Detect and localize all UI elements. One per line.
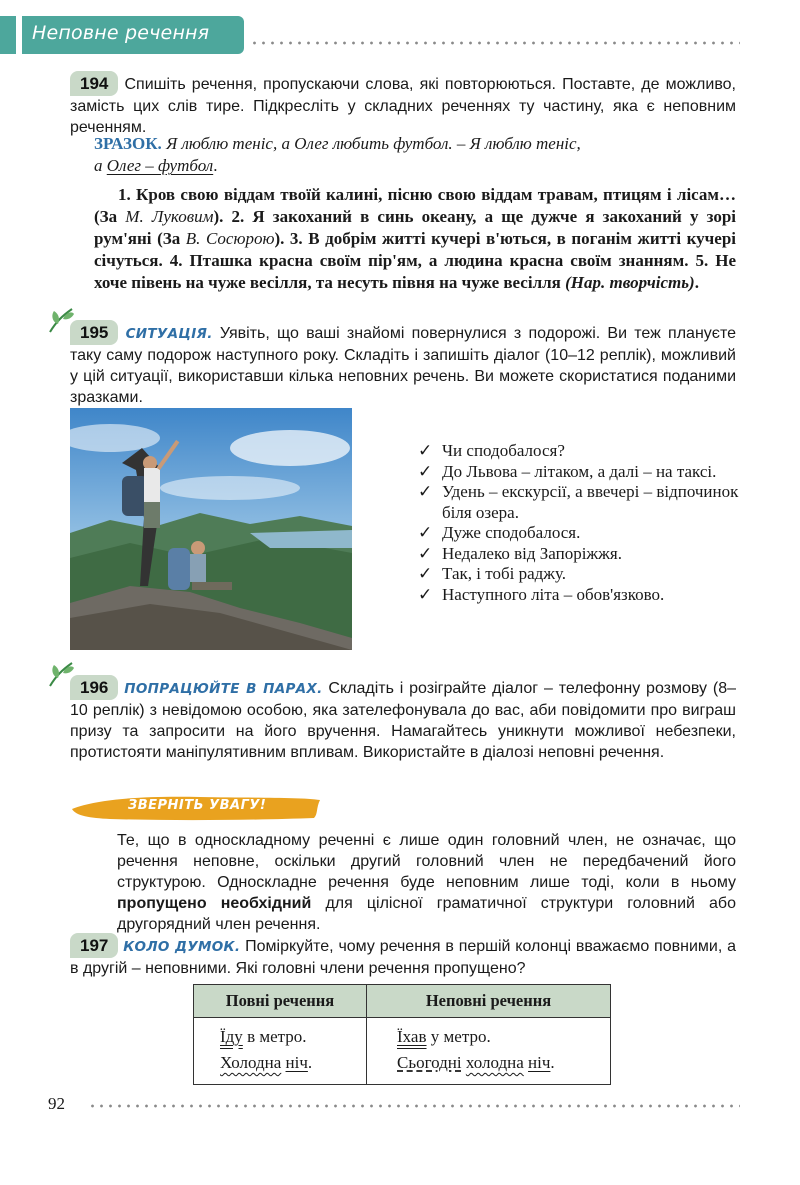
example-text: а xyxy=(94,156,107,175)
table-cell xyxy=(194,1018,367,1085)
hikers-photo xyxy=(70,408,352,650)
list-item-text: Чи сподобалося? xyxy=(442,441,565,460)
table-header: Повні речення xyxy=(194,985,367,1018)
author: В. Сосюрою xyxy=(185,229,275,248)
example-period: . xyxy=(213,156,218,175)
attention-label: ЗВЕРНІТЬ УВАГУ! xyxy=(128,798,267,813)
task-number: 195 xyxy=(70,320,118,345)
task-text: Спишіть речення, пропускаючи слова, які повторюються. Поставте, де можливо, замість цих слів тире. Підкресліть у складних реченнях ту частину, яка є неповним реченням. xyxy=(70,76,736,136)
task-195 xyxy=(70,320,736,408)
footer-dotted-line xyxy=(88,1104,740,1108)
predicate-word: Холодна xyxy=(220,1053,282,1072)
subject-word: ніч xyxy=(528,1053,551,1072)
list-item xyxy=(418,523,748,544)
cell-text: . xyxy=(550,1053,555,1072)
task-keyword: СИТУАЦІЯ. xyxy=(125,326,213,342)
note-bold: пропущено необхідний xyxy=(117,895,312,912)
section-title: Неповне речення xyxy=(32,22,210,44)
header-dotted-line xyxy=(250,41,740,45)
list-item xyxy=(418,462,748,483)
subject-word: ніч xyxy=(285,1053,308,1072)
exercise-sentences xyxy=(94,184,736,294)
table-cell xyxy=(367,1018,611,1085)
list-item-text: Наступного літа – обов'язково. xyxy=(442,584,665,604)
table-header: Неповні речення xyxy=(367,985,611,1018)
list-item-text: Так, і тобі раджу. xyxy=(442,564,567,583)
sentence-end: . xyxy=(694,273,699,292)
list-item-text: Дуже сподобалося. xyxy=(442,523,581,542)
checkmark-icon: ✓ xyxy=(418,543,433,563)
task-number: 194 xyxy=(70,71,118,96)
checkmark-icon: ✓ xyxy=(418,461,433,481)
page-number: 92 xyxy=(48,1094,65,1113)
checkmark-icon: ✓ xyxy=(418,523,433,542)
note-text: для цілісної граматичної структури головний або другорядний член речення. xyxy=(117,895,736,933)
subject-word: Їду xyxy=(220,1027,243,1046)
example-label: ЗРАЗОК. xyxy=(94,134,162,153)
sentences-table xyxy=(193,984,611,1085)
list-item xyxy=(418,441,748,462)
sentence-text: ). 2. Я закоханий в синь океану, а ще дужче я закоханий у зорі рум'яні (За xyxy=(94,207,736,248)
checkmark-icon: ✓ xyxy=(418,584,433,604)
checkmark-icon: ✓ xyxy=(418,441,433,460)
task-194 xyxy=(70,71,736,138)
note-text: Те, що в односкладному реченні є лише один головний член, не означає, що речення неповне, оскільки другий головний член не передбачений його структурою. Односкладне речення буде неповним лише тоді, коли в ньому xyxy=(117,832,736,891)
task-keyword: КОЛО ДУМОК. xyxy=(123,939,241,955)
attention-note xyxy=(117,830,736,935)
cell-text: у метро. xyxy=(426,1027,491,1046)
task-196 xyxy=(70,675,736,763)
adverb-word: Сьогодні xyxy=(397,1053,462,1072)
list-item-text: Недалеко від Запоріжжя. xyxy=(442,543,622,563)
task-text: Складіть і розіграйте діалог – телефонну розмову (8–10 реплік) з невідомою особою, яка зателефонувала до вас, аби повідомити про виграш призу та запросити на його вручення. Намагайтесь уникнути можливої небезпеки, протистояти маніпулятивним впливам. Використайте в діалозі неповні речення. xyxy=(70,680,737,761)
checkmark-icon: ✓ xyxy=(418,564,433,583)
source: (Нар. творчість) xyxy=(565,273,695,292)
sentence-text: 1. Кров свою віддам твоїй калині, пісню свою віддам травам, птицям і лісам… (За xyxy=(94,185,736,226)
task-keyword: ПОПРАЦЮЙТЕ В ПАРАХ. xyxy=(124,681,323,697)
task-text: Уявіть, що ваші знайомі повернулися з подорожі. Ви теж плануєте таку саму подорож наступного року. Складіть і запишіть діалог (10–12 реплік), можливий у цій ситуації, використавши кілька неповних речень. Ви можете скористатися поданими зразками. xyxy=(70,325,736,406)
list-item xyxy=(418,544,748,565)
example-underlined: Олег – футбол xyxy=(106,156,214,175)
example-sentence: Я люблю теніс, а Олег любить футбол. – Я люблю теніс, xyxy=(166,134,581,153)
dialog-examples-list xyxy=(418,441,748,605)
list-item-text: До Львова – літаком, а далі – на таксі. xyxy=(442,461,717,481)
cell-text: в метро. xyxy=(242,1027,307,1046)
task-text: Поміркуйте, чому речення в першій колонці вважаємо повними, а в другій – неповними. Які головні члени речення пропущено? xyxy=(70,938,736,977)
task-number: 197 xyxy=(70,933,118,958)
checkmark-icon: ✓ xyxy=(418,482,433,501)
list-item xyxy=(418,585,748,606)
list-item xyxy=(418,564,748,585)
list-item-text: Удень – екскурсії, а ввечері – відпочинок біля озера. xyxy=(442,482,739,522)
task-number: 196 xyxy=(70,675,118,700)
list-item xyxy=(418,482,748,523)
sentence-text: ). 3. В добрім житті кучері в'ються, в поганім житті кучері січуться. 4. Пташка красна своїм пір'ям, а людина красна своїм знанням. 5. Не хоче півень на чуже весілля, та несуть півня на чуже весілля xyxy=(94,229,736,292)
example-block xyxy=(94,133,736,177)
cell-text: . xyxy=(307,1053,313,1072)
predicate-word: холодна xyxy=(465,1053,524,1072)
predicate-word: Їхав xyxy=(397,1027,427,1046)
task-197 xyxy=(70,933,736,979)
author: М. Луковим xyxy=(125,207,214,226)
